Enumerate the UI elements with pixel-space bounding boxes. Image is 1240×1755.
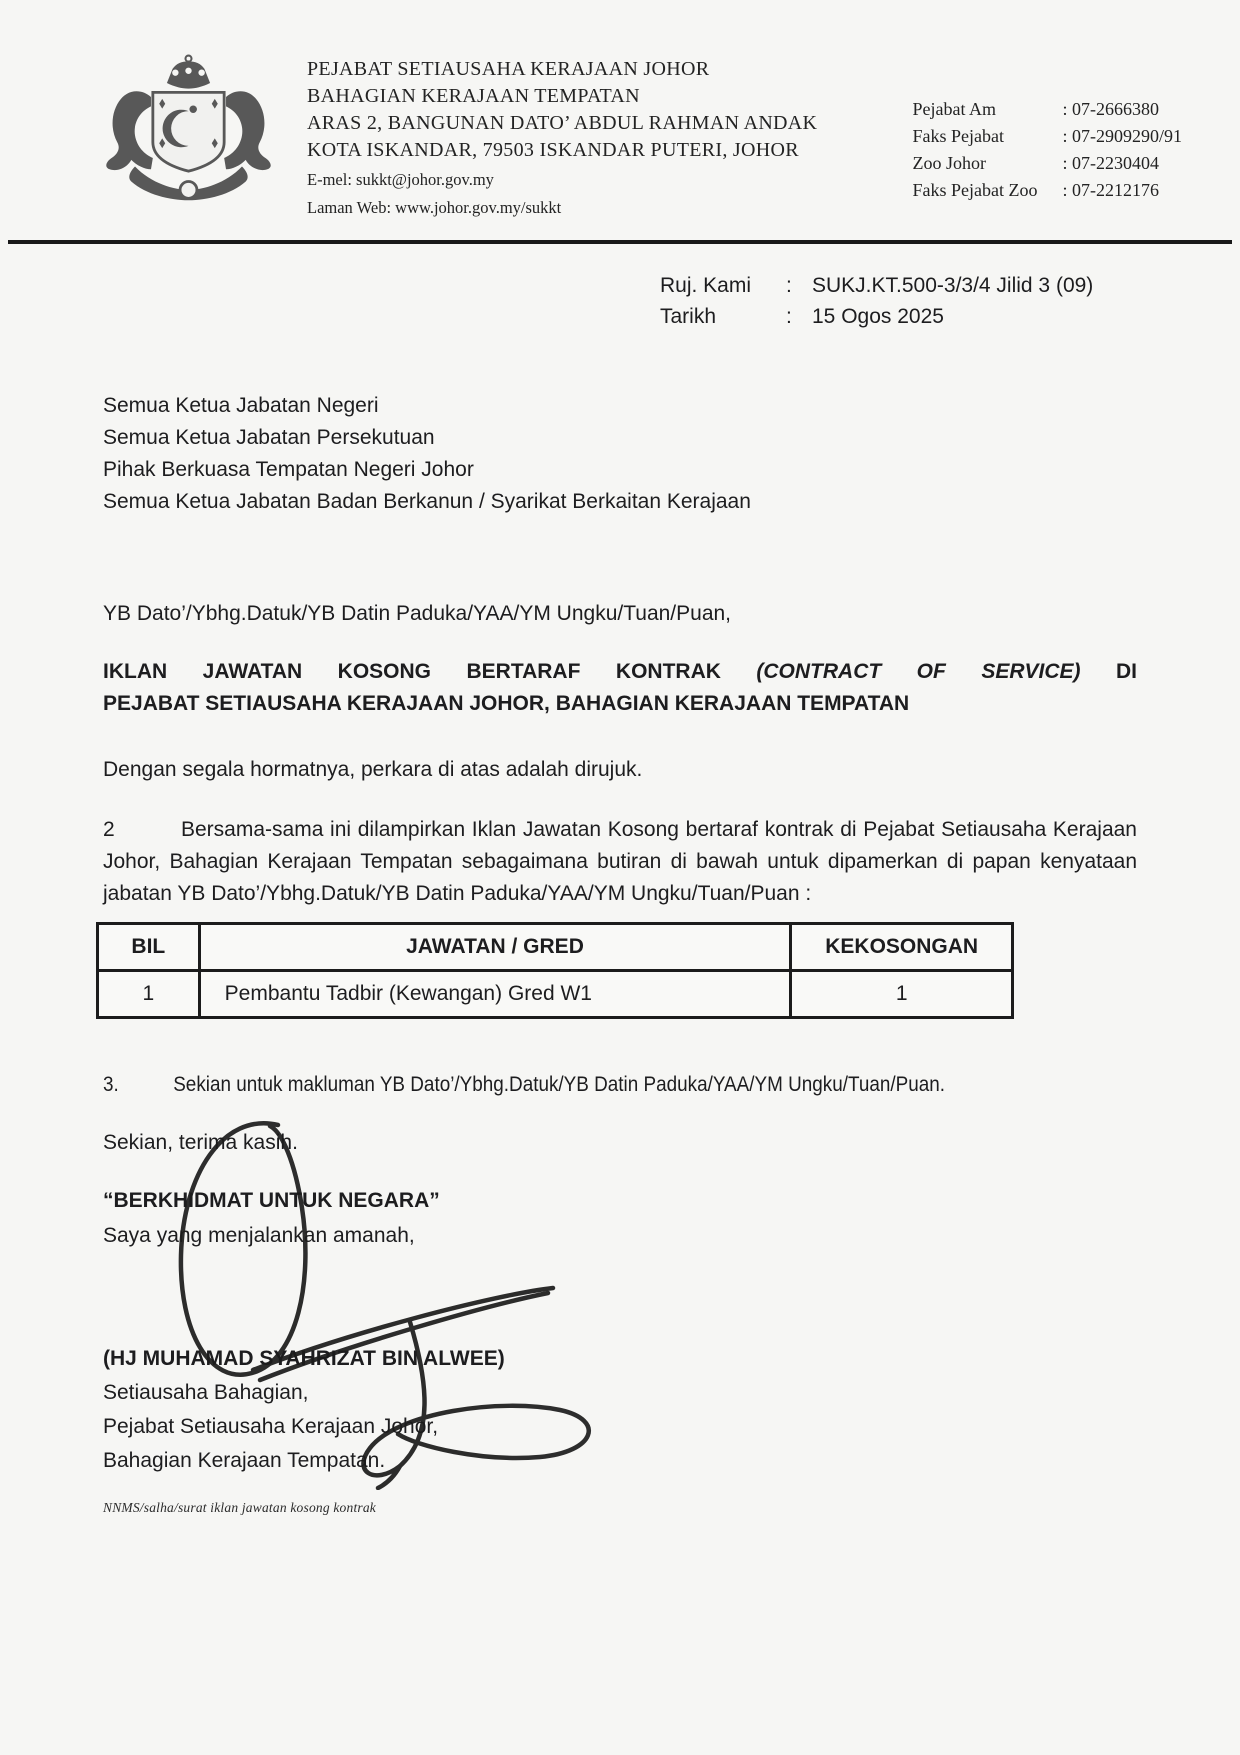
contact-row: [913, 96, 1183, 123]
letterhead-org-block: [307, 52, 817, 220]
cell-kekosongan: 1: [791, 971, 1013, 1018]
org-email: E-mel: sukkt@johor.gov.my: [307, 170, 494, 189]
pre-signature-line: Saya yang menjalankan amanah,: [103, 1224, 415, 1247]
salutation: YB Dato’/Ybhg.Datuk/YB Datin Paduka/YAA/YM Ungku/Tuan/Puan,: [103, 602, 732, 625]
closing-line: Sekian, terima kasih.: [103, 1131, 298, 1154]
contact-value: : 07-2666380: [1062, 99, 1159, 119]
subject-italic-text: (CONTRACT OF SERVICE): [756, 660, 1081, 683]
file-reference-note: NNMS/salha/surat iklan jawatan kosong kontrak: [103, 1500, 377, 1515]
reference-number: SUKJ.KT.500-3/3/4 Jilid 3 (09): [812, 274, 1094, 297]
subject-line1: [103, 656, 1137, 688]
reference-number-row: [660, 270, 1240, 301]
signatory-name: (HJ MUHAMAD SYAHRIZAT BIN ALWEE): [103, 1347, 505, 1370]
paragraph-text: Sekian untuk makluman YB Dato’/Ybhg.Datuk/YB Datin Paduka/YAA/YM Ungku/Tuan/Puan.: [173, 1073, 946, 1096]
recipient-line: Semua Ketua Jabatan Negeri: [103, 394, 379, 417]
subject-text: IKLAN JAWATAN KOSONG BERTARAF KONTRAK: [103, 660, 757, 683]
letter-body: [0, 390, 1240, 1524]
paragraph-1: Dengan segala hormatnya, perkara di atas adalah dirujuk.: [103, 758, 643, 781]
contact-label: Pejabat Am: [912, 99, 996, 119]
contact-value: : 07-2909290/91: [1062, 126, 1182, 146]
table-header-bil: BIL: [98, 924, 200, 971]
paragraph-text: Bersama-sama ini dilampirkan Iklan Jawatan Kosong bertaraf kontrak di Pejabat Setiausaha Kerajaan Johor, Bahagian Kerajaan Tempatan sebagaimana butiran di bawah untuk dipamerkan di papan kenyataan jabatan YB Dato’/Ybhg.Datuk/YB Datin Paduka/YAA/YM Ungku/Tuan/Puan :: [103, 818, 1137, 905]
reference-label: Ruj. Kami: [660, 274, 752, 297]
table-row: [98, 971, 1013, 1018]
org-website: Laman Web: www.johor.gov.my/sukkt: [307, 198, 562, 217]
paragraph-number: 3.: [103, 1073, 119, 1096]
contact-row: [913, 177, 1183, 204]
paragraph-2: [103, 814, 1137, 910]
paragraph-number: 2: [103, 818, 115, 841]
service-motto: “BERKHIDMAT UNTUK NEGARA”: [103, 1189, 440, 1212]
table-header-kekosongan: KEKOSONGAN: [791, 924, 1013, 971]
recipient-line: Semua Ketua Jabatan Badan Berkanun / Syarikat Berkaitan Kerajaan: [103, 490, 751, 513]
date-row: [660, 301, 1240, 332]
subject-line2: PEJABAT SETIAUSAHA KERAJAAN JOHOR, BAHAGIAN KERAJAAN TEMPATAN: [103, 692, 910, 715]
recipient-list: [103, 390, 1137, 518]
date-colon: :: [786, 305, 792, 328]
table-header-row: [98, 924, 1013, 971]
contact-label: Faks Pejabat Zoo: [912, 180, 1038, 200]
subject-text: DI: [1080, 660, 1137, 683]
vacancy-table: [96, 922, 1014, 1019]
contact-value: : 07-2212176: [1062, 180, 1159, 200]
contact-row: [913, 150, 1183, 177]
contact-label: Faks Pejabat: [912, 126, 1004, 146]
reference-colon: :: [786, 274, 792, 297]
date-label: Tarikh: [660, 305, 717, 328]
signatory-division: Bahagian Kerajaan Tempatan.: [103, 1449, 386, 1472]
johor-coat-of-arms-icon: [96, 52, 281, 204]
recipient-line: Semua Ketua Jabatan Persekutuan: [103, 426, 435, 449]
paragraph-3: [103, 1069, 1093, 1101]
recipient-line: Pihak Berkuasa Tempatan Negeri Johor: [103, 458, 474, 481]
cell-bil: 1: [98, 971, 200, 1018]
letter-date: 15 Ogos 2025: [812, 305, 944, 328]
contact-row: [913, 123, 1183, 150]
reference-block: [660, 270, 1240, 332]
org-address-line1: ARAS 2, BANGUNAN DATO’ ABDUL RAHMAN ANDAK: [307, 112, 818, 134]
org-name-line1: PEJABAT SETIAUSAHA KERAJAAN JOHOR: [307, 58, 710, 80]
signatory-title: Setiausaha Bahagian,: [103, 1381, 309, 1404]
signatory-office: Pejabat Setiausaha Kerajaan Johor,: [103, 1415, 439, 1438]
contact-label: Zoo Johor: [912, 153, 986, 173]
letterhead-divider: [8, 240, 1232, 244]
letterhead: [0, 0, 1240, 220]
contact-value: : 07-2230404: [1062, 153, 1159, 173]
table-header-jawatan-gred: JAWATAN / GRED: [199, 924, 791, 971]
letterhead-contact-block: [913, 96, 1183, 220]
subject-heading: [103, 656, 1137, 720]
cell-jawatan-gred: Pembantu Tadbir (Kewangan) Gred W1: [199, 971, 791, 1018]
org-address-line2: KOTA ISKANDAR, 79503 ISKANDAR PUTERI, JOHOR: [307, 139, 799, 161]
org-name-line2: BAHAGIAN KERAJAAN TEMPATAN: [307, 85, 640, 107]
